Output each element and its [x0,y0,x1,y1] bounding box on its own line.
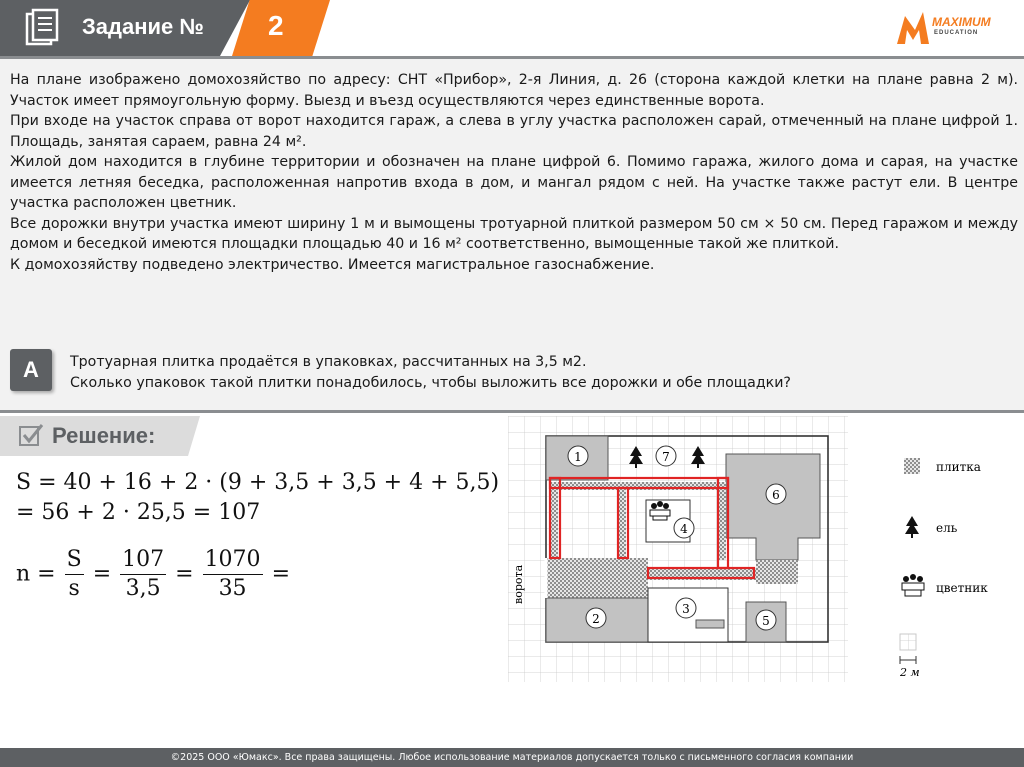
fraction-107 [120,546,166,603]
page-title: Задание № [82,14,204,39]
plan-label-3 [676,598,696,618]
legend-flowerbed: цветник [936,581,988,595]
solution-title: Решение: [52,423,156,448]
tile-legend-icon [904,458,920,474]
equals-sign: = [92,561,112,587]
equals-sign: = [175,561,194,587]
svg-text:4: 4 [680,522,688,536]
plan-label-5 [756,610,776,630]
task-number: 2 [268,10,284,41]
problem-paragraph: Все дорожки внутри участка имеют ширину 1 м и вымощены тротуарной плиткой размером 50 см × 50 см. Перед гаражом и между домом и беседкой имеются площадки площадью 40 и 16 м² соответственно, вымощенные такой же плиткой. [10,215,1018,252]
plan-label-2 [586,608,606,628]
problem-paragraph: При входе на участок справа от ворот находится гараж, а слева в углу участка расположен сарай, отмеченный на плане цифрой 1. Площадь, занятая сараем, равна 24 м². [10,113,1018,150]
svg-text:6: 6 [772,488,780,502]
equals-sign: = [271,561,290,587]
section-divider [0,410,1024,413]
problem-paragraph: К домохозяйству подведено электричество. Имеется магистральное газоснабжение. [10,256,655,273]
legend-tile: плитка [936,460,981,474]
formula-line-2: = 56 + 2 · 25,5 = 107 [16,500,261,525]
fraction-numerator: S [65,546,84,575]
fraction-numerator: 1070 [203,546,263,575]
logo-text: MAXIMUM [932,15,991,29]
fraction-s [65,546,84,603]
fraction-numerator: 107 [120,546,166,575]
gate-label: ворота [512,564,525,604]
legend-tree: ель [936,521,958,535]
svg-text:5: 5 [762,614,770,628]
header [0,0,1024,62]
svg-text:2: 2 [592,612,600,626]
problem-text [10,70,1018,275]
formula-packages [16,546,290,603]
flowerbed-icon [650,501,670,520]
legend-scale: 2 м [900,666,920,679]
question-line: Тротуарная плитка продаётся в упаковках, рассчитанных на 3,5 м2. [70,354,587,370]
svg-text:3: 3 [682,602,690,616]
fraction-denominator: s [68,576,80,601]
logo-subtext: EDUCATION [934,30,979,36]
plan-label-6 [766,484,786,504]
fraction-denominator: 35 [218,576,247,601]
problem-paragraph: Жилой дом находится в глубине территории и обозначен на плане цифрой 6. Помимо гаража, жилого дома и сарая, на участке имеется летняя беседка, расположенная напротив входа в дом, и мангал рядом с ней. На участке также растут ели. В центре участка расположен цветник. [10,154,1018,211]
fraction-1070 [203,546,263,603]
question-badge: А [10,349,52,391]
problem-paragraph: На плане изображено домохозяйство по адресу: СНТ «Прибор», 2-я Линия, д. 26 (сторона каждой клетки на плане равна 2 м). Участок имеет прямоугольную форму. Выезд и въезд осуществляются через единственные ворота. [10,72,1018,109]
plan-label-7 [656,446,676,466]
footer-copyright: ©2025 ООО «Юмакс». Все права защищены. Любое использование материалов допускается только с письменного согласия компании [0,748,1024,767]
site-plan [508,416,1020,682]
formula-line-1: S = 40 + 16 + 2 · (9 + 3,5 + 3,5 + 4 + 5,5) [16,470,500,495]
plan-label-4 [674,518,694,538]
svg-text:7: 7 [662,450,670,464]
formula-n-prefix: n = [16,561,56,587]
plan-label-1 [568,446,588,466]
flowerbed-legend-icon [902,574,924,596]
svg-text:1: 1 [574,450,582,464]
document-icon [24,8,60,48]
checkbox-checked-icon [18,422,44,448]
fraction-denominator: 3,5 [125,576,161,601]
question-line: Сколько упаковок такой плитки понадобилось, чтобы выложить все дорожки и обе площадки? [70,375,791,391]
question-text [70,352,791,394]
